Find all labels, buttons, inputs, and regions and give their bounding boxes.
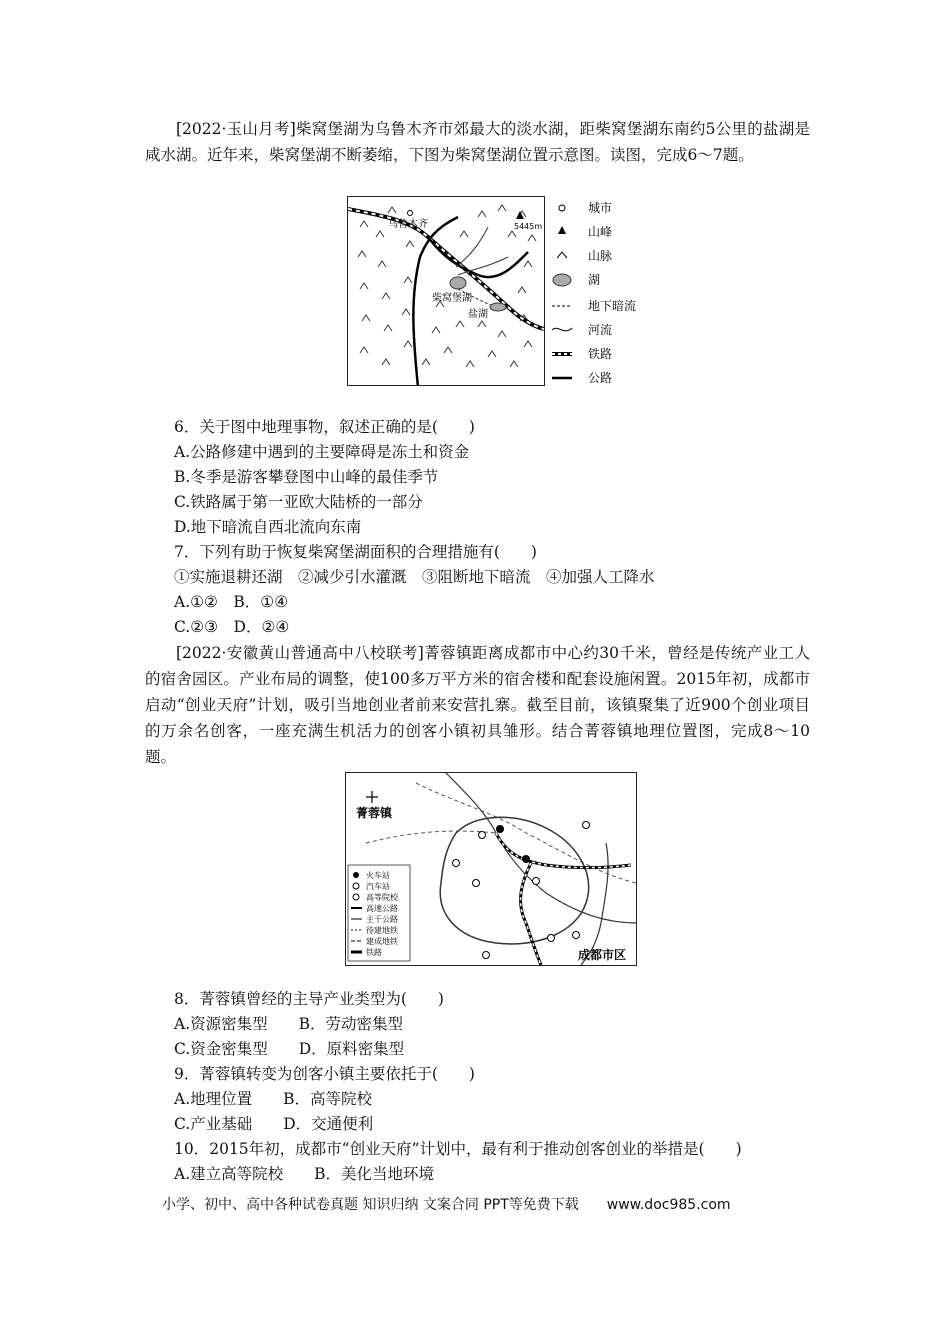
q6-stem: 6．关于图中地理事物，叙述正确的是( ) [174,418,475,436]
q8-stem: 8．菁蓉镇曾经的主导产业类型为( ) [174,990,444,1008]
map1-city-label: 乌鲁木齐 [388,219,428,230]
legend-city-icon [559,205,565,211]
legend-built-metro-label: 建成地铁 [366,937,398,946]
college-icon [453,860,460,867]
page-footer: 小学、初中、高中各种试卷真题 知识归纳 文案合同 PPT等免费下载 www.doc985.com [162,1197,731,1213]
train-station-2-icon [522,855,530,863]
q9-options-1: A.地理位置 B．高等院校 [174,1090,373,1108]
legend-trunk-road-label: 主干公路 [366,915,398,924]
legend-railway-label: 铁路 [366,948,382,957]
q6-option-c: C.铁路属于第一亚欧大陆桥的一部分 [174,493,423,511]
legend-expressway-label: 高速公路 [366,904,398,913]
mountain-range-symbols [358,205,536,367]
q7-items: ①实施退耕还湖 ②减少引水灌溉 ③阻断地下暗流 ④加强人工降水 [174,568,655,586]
legend-train-station-label: 火车站 [366,871,390,880]
train-station-1-icon [496,825,504,833]
legend-lake-label: 湖 [588,273,601,287]
legend-planned-metro-label: 待建地铁 [366,926,398,935]
q6-option-d: D.地下暗流自西北流向东南 [174,518,362,536]
q8-options-2: C.资金密集型 D．原料密集型 [174,1040,405,1058]
trunk-road [446,773,636,923]
legend-city-label: 城市 [588,201,613,215]
legend-bus-station-label: 汽车站 [366,882,390,891]
city-dot-icon [408,211,413,216]
college-icon [583,822,590,829]
map2-graphic [346,773,636,965]
legend-peak-icon [558,226,566,234]
salt-lake [490,303,506,311]
q10-options-1: A.建立高等院校 B．美化当地环境 [174,1165,435,1183]
q9-stem: 9．菁蓉镇转变为创客小镇主要依托于( ) [174,1065,475,1083]
chaiwopu-lake-map [347,196,545,386]
legend-river-icon [552,328,572,331]
q7-stem: 7．下列有助于恢复柴窝堡湖面积的合理措施有( ) [174,543,537,561]
legend-college-icon [353,894,359,900]
map1-legend [550,196,660,388]
metro-built-line [366,831,496,843]
college-icon [479,832,486,839]
map1-graphic [348,197,544,385]
q7-options-1: A.①② B．①④ [174,593,289,611]
college-icon [533,878,540,885]
map1-lake2-label: 盐湖 [468,309,488,320]
legend-college-label: 高等院校 [366,893,398,902]
q6-option-b: B.冬季是游客攀登图中山峰的最佳季节 [174,468,439,486]
college-icon [548,935,555,942]
legend-underground-label: 地下暗流 [588,299,637,313]
legend-lake-icon [553,274,571,286]
map1-lake1-label: 柴窝堡湖 [432,293,472,304]
railway-main [496,833,631,868]
college-icon [573,932,580,939]
ring-road [440,817,588,944]
q9-options-2: C.产业基础 D．交通便利 [174,1115,374,1133]
chaiwopu-lake [450,277,466,289]
legend-road-label: 公路 [588,371,613,385]
jingrong-town-map [345,772,637,966]
college-icon [483,952,490,959]
q7-options-2: C.②③ D．②④ [174,618,290,636]
q6-option-a: A.公路修建中遇到的主要障碍是冻土和资金 [174,443,470,461]
legend-railway-label: 铁路 [588,347,613,361]
legend-train-station-icon [353,872,359,878]
q8-options-1: A.资源密集型 B．劳动密集型 [174,1015,404,1033]
map2-legend-box [348,865,410,961]
legend-mountain-icon [557,252,567,258]
passage-2: [2022·安徽黄山普通高中八校联考]菁蓉镇距离成都市中心约30千米，曾经是传统产业工人的宿舍园区。产业布局的调整，使100多万平方米的宿舍楼和配套设施闲置。2015年初，成都市启动“创业天府”计划，吸引当地创业者前来安营扎寨。截至目前，该镇聚集了近900个创业项目的万余名创客，一座充满生机活力的创客小镇初具雏形。结合菁蓉镇地理位置图，完成8～10题。 [145,644,810,766]
legend-mountain-label: 山脉 [588,249,613,263]
road-line [428,237,528,277]
legend-peak-label: 山峰 [588,225,613,239]
q10-stem: 10．2015年初，成都市“创业天府”计划中，最有利于推动创客创业的举措是( ) [174,1140,742,1158]
map1-peak-label: 5445m [514,222,543,231]
legend-bus-station-icon [353,883,359,889]
passage-1: [2022·玉山月考]柴窝堡湖为乌鲁木齐市郊最大的淡水湖，距柴窝堡湖东南约5公里的盐湖是咸水湖。近年来，柴窝堡湖不断萎缩，下图为柴窝堡湖位置示意图。读图，完成6～7题。 [145,120,810,164]
legend-river-label: 河流 [588,323,613,337]
town-marker-icon [366,791,378,803]
college-icon [473,880,480,887]
map2-town-label: 菁蓉镇 [356,806,393,820]
map2-district-label: 成都市区 [578,948,627,962]
